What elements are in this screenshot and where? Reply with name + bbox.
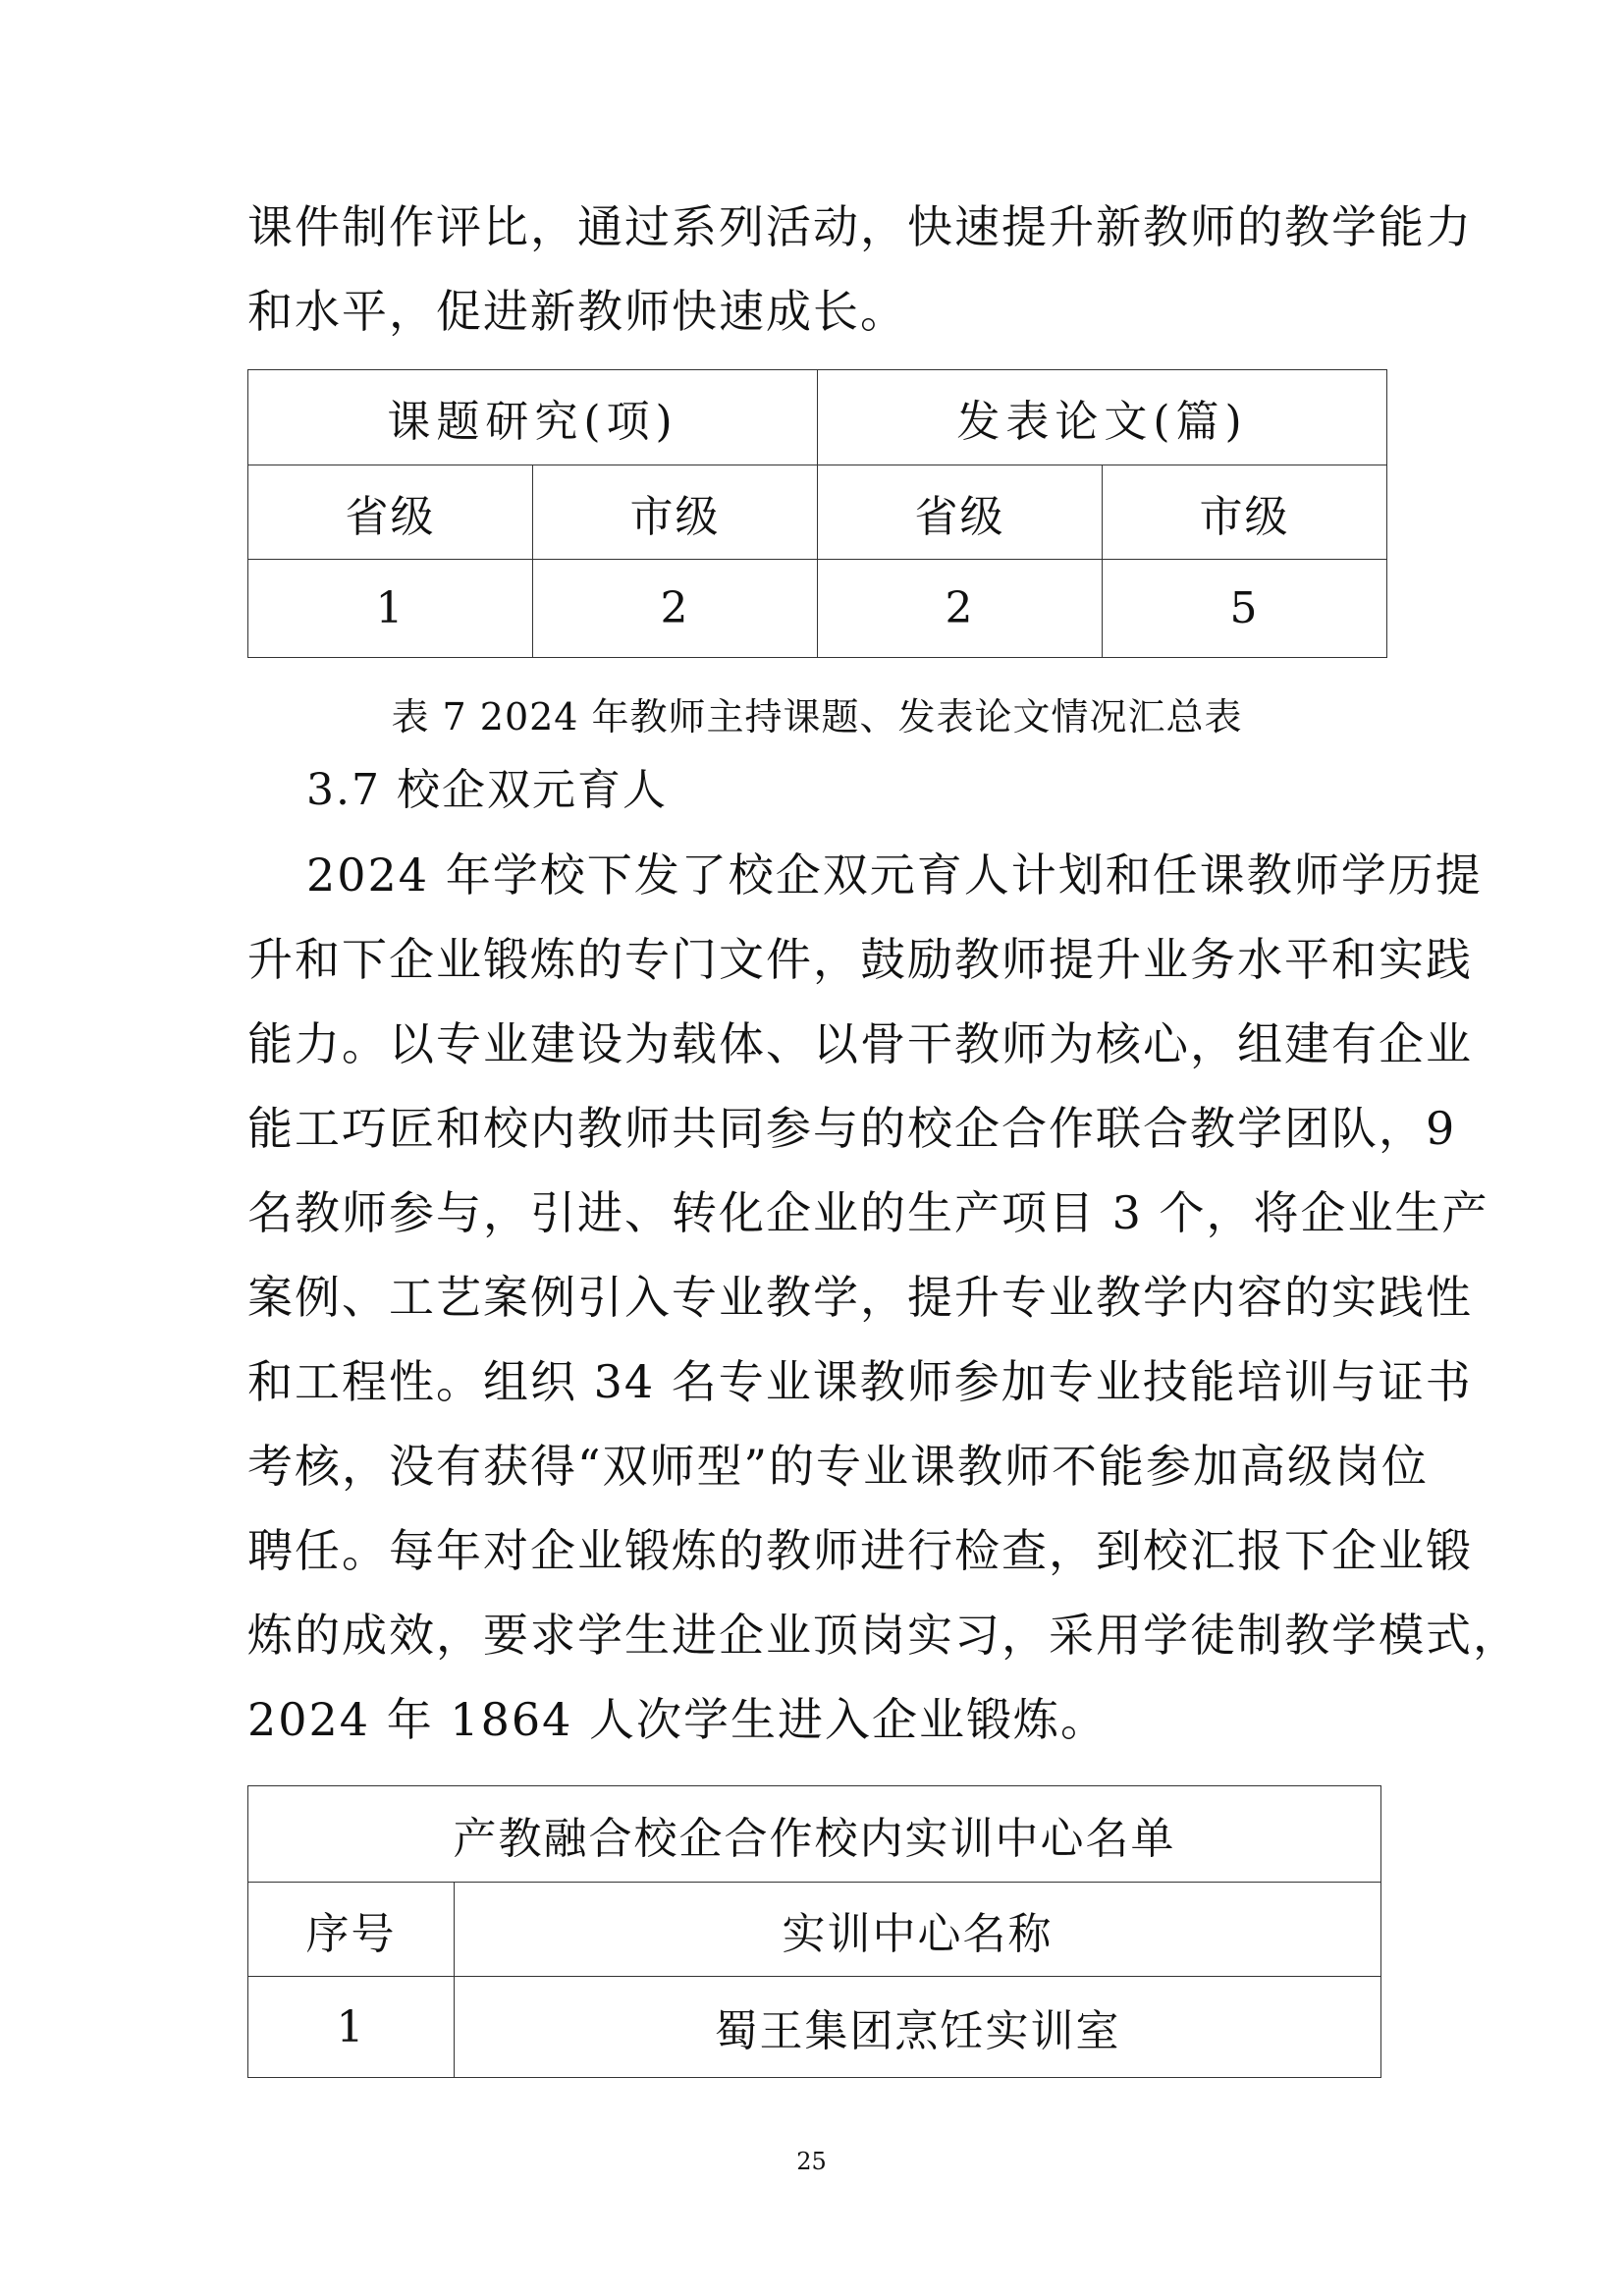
table-row	[248, 560, 1387, 658]
header-published-papers: 发表论文(篇)	[818, 370, 1387, 465]
header-center-name: 实训中心名称	[455, 1883, 1381, 1977]
table-row	[248, 1977, 1381, 2078]
paragraph-line: 名教师参与，引进、转化企业的生产项目 3 个，将企业生产	[247, 1186, 1489, 1239]
paragraph-intro	[247, 185, 1473, 354]
table-header-row	[248, 1883, 1381, 1977]
paragraph-line: 案例、工艺案例引入专业教学，提升专业教学内容的实践性	[247, 1271, 1473, 1324]
table-cell: 1	[248, 560, 533, 658]
page-number: 25	[796, 2148, 827, 2175]
paragraph-line: 和水平，促进新教师快速成长。	[247, 285, 907, 338]
table-header-row	[248, 370, 1387, 465]
paragraph-line: 能工巧匠和校内教师共同参与的校企合作联合教学团队，9	[247, 1102, 1457, 1155]
paragraph-line: 能力。以专业建设为载体、以骨干教师为核心，组建有企业	[247, 1017, 1473, 1070]
training-center-table	[247, 1785, 1381, 2078]
paragraph-line: 2024 年学校下发了校企双元育人计划和任课教师学历提	[306, 848, 1483, 902]
table-title-row	[248, 1786, 1381, 1883]
paragraph-school-enterprise	[247, 833, 1520, 1762]
paragraph-line: 2024 年 1864 人次学生进入企业锻炼。	[247, 1693, 1108, 1746]
table-cell: 5	[1103, 560, 1387, 658]
research-papers-table	[247, 369, 1387, 658]
subheader-provincial: 省级	[248, 465, 533, 560]
subheader-municipal: 市级	[1103, 465, 1387, 560]
table-title: 产教融合校企合作校内实训中心名单	[248, 1786, 1381, 1883]
table-cell: 蜀王集团烹饪实训室	[455, 1977, 1381, 2078]
table-subheader-row	[248, 465, 1387, 560]
header-serial-number: 序号	[248, 1883, 455, 1977]
section-heading: 3.7 校企双元育人	[306, 765, 668, 815]
paragraph-line: 炼的成效，要求学生进企业顶岗实习，采用学徒制教学模式，	[247, 1609, 1520, 1662]
header-research-projects: 课题研究(项)	[248, 370, 818, 465]
paragraph-line: 考核，没有获得“双师型”的专业课教师不能参加高级岗位	[247, 1440, 1430, 1493]
paragraph-line: 聘任。每年对企业锻炼的教师进行检查，到校汇报下企业锻	[247, 1524, 1473, 1577]
paragraph-line: 升和下企业锻炼的专门文件，鼓励教师提升业务水平和实践	[247, 933, 1473, 986]
table-cell: 1	[248, 1977, 455, 2078]
subheader-municipal: 市级	[533, 465, 818, 560]
table-cell: 2	[818, 560, 1103, 658]
table-caption: 表 7 2024 年教师主持课题、发表论文情况汇总表	[391, 695, 1243, 738]
paragraph-line: 课件制作评比，通过系列活动，快速提升新教师的教学能力	[247, 200, 1473, 253]
table-cell: 2	[533, 560, 818, 658]
paragraph-line: 和工程性。组织 34 名专业课教师参加专业技能培训与证书	[247, 1355, 1473, 1408]
subheader-provincial: 省级	[818, 465, 1103, 560]
